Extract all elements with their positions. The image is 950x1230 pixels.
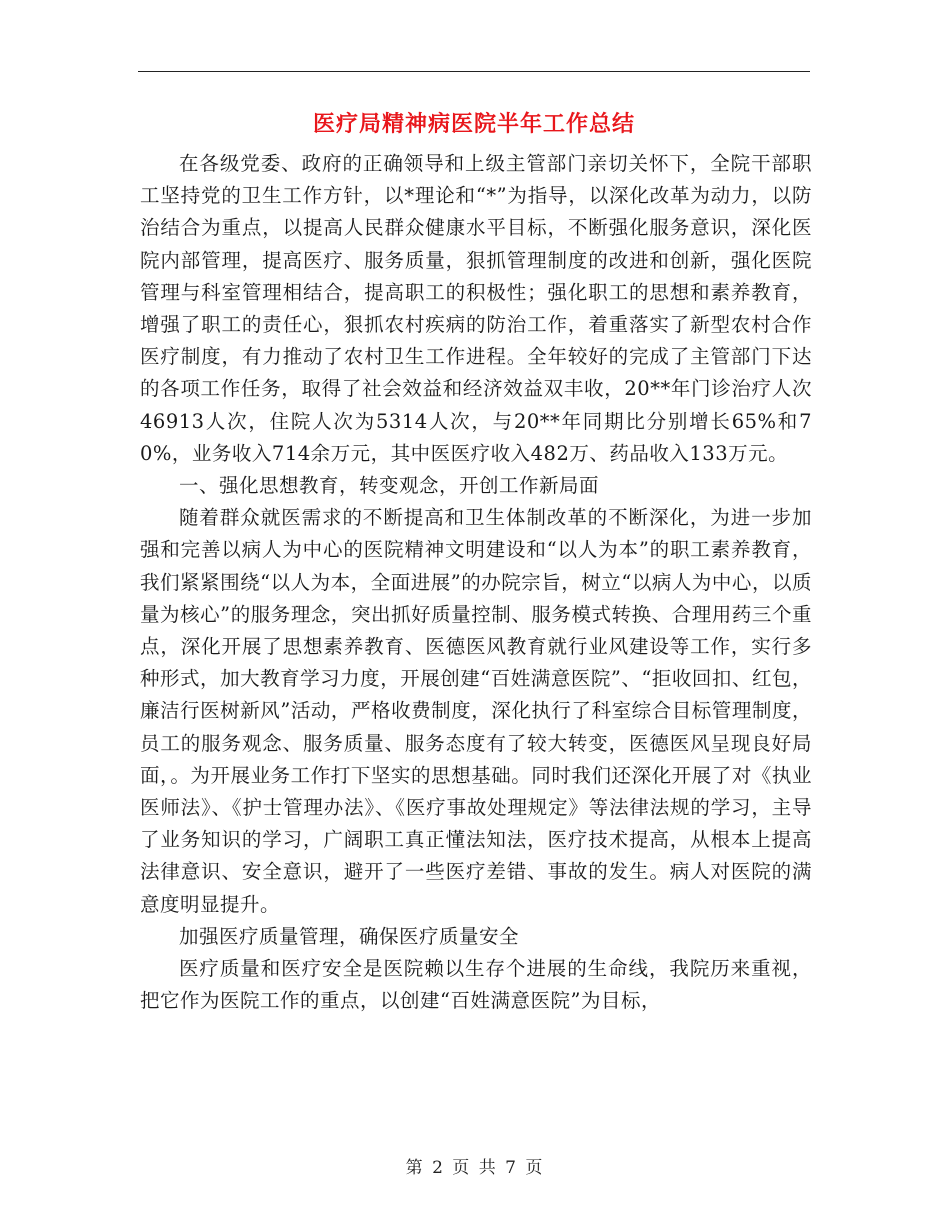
section-heading-1: 一、强化思想教育，转变观念，开创工作新局面	[179, 474, 600, 498]
paragraph-section-2: 医疗质量和医疗安全是医院赖以生存个进展的生命线，我院历来重视，把它作为医院工作的重点，以创建“百姓满意医院”为目标，	[140, 957, 812, 1013]
page-number-footer: 第 2 页 共 7 页	[405, 1158, 545, 1178]
paragraph-intro: 在各级党委、政府的正确领导和上级主管部门亲切关怀下，全院干部职工坚持党的卫生工作方针，以*理论和“*”为指导，以深化改革为动力，以防治结合为重点，以提高人民群众健康水平目标，不断强化服务意识，深化医院内部管理，提高医疗、服务质量，狠抓管理制度的改进和创新，强化医院管理与科室管理相结合，提高职工的积极性；强化职工的思想和素养教育，增强了职工的责任心，狠抓农村疾病的防治工作，着重落实了新型农村合作医疗制度，有力推动了农村卫生工作进程。全年较好的完成了主管部门下达的各项工作任务，取得了社会效益和经济效益双丰收，20**年门诊治疗人次46913人次，住院人次为5314人次，与20**年同期比分别增长65%和70%，业务收入714余万元，其中医医疗收入482万、药品收入133万元。	[140, 152, 812, 465]
document-body	[140, 148, 812, 1017]
paragraph-section-1: 随着群众就医需求的不断提高和卫生体制改革的不断深化，为进一步加强和完善以病人为中心的医院精神文明建设和“以人为本”的职工素养教育，我们紧紧围绕“以人为本，全面进展”的办院宗旨，树立“以病人为中心，以质量为核心”的服务理念，突出抓好质量控制、服务模式转换、合理用药三个重点，深化开展了思想素养教育、医德医风教育就行业风建设等工作，实行多种形式，加大教育学习力度，开展创建“百姓满意医院”、“拒收回扣、红包，廉洁行医树新风”活动，严格收费制度，深化执行了科室综合目标管理制度，员工的服务观念、服务质量、服务态度有了较大转变，医德医风呈现良好局面，。为开展业务工作打下坚实的思想基础。同时我们还深化开展了对《执业医师法》、《护士管理办法》、《医疗事故处理规定》等法律法规的学习，主导了业务知识的学习，广阔职工真正懂法知法，医疗技术提高，从根本上提高法律意识、安全意识，避开了一些医疗差错、事故的发生。病人对医院的满意度明显提升。	[140, 506, 812, 916]
document-title: 医疗局精神病医院半年工作总结	[312, 111, 635, 137]
header-rule	[138, 71, 810, 72]
section-heading-2: 加强医疗质量管理，确保医疗质量安全	[179, 924, 520, 948]
